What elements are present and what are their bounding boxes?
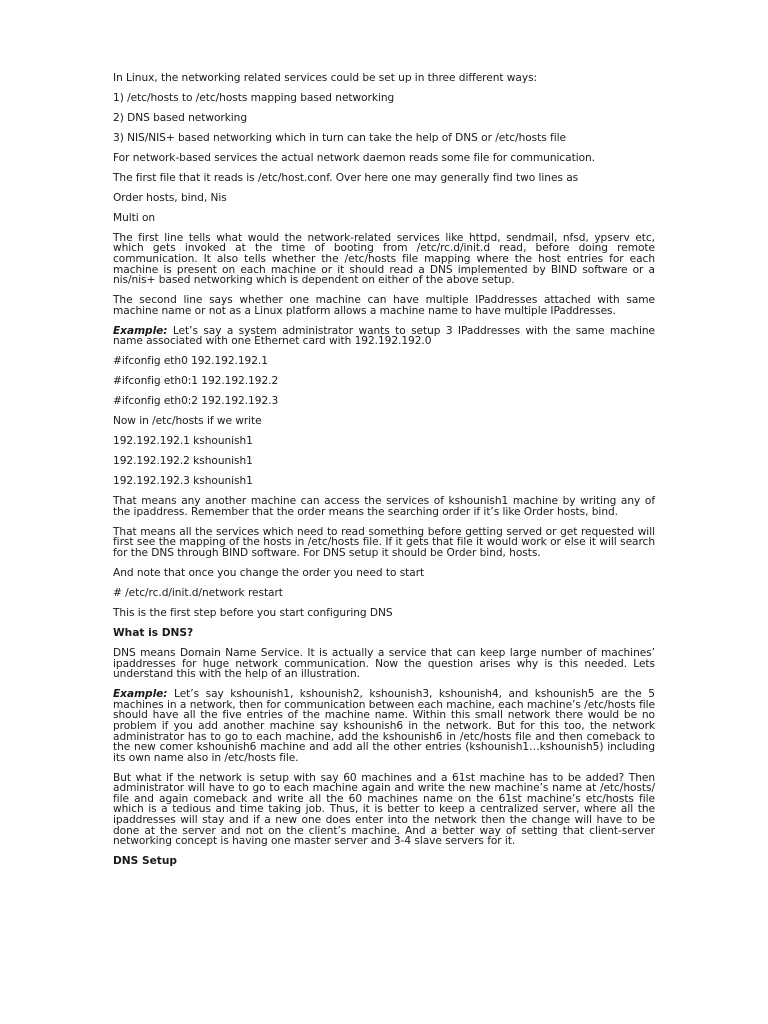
section-heading: What is DNS?	[113, 626, 194, 639]
document-page	[113, 73, 655, 876]
paragraph: Order hosts, bind, Nis	[113, 191, 227, 204]
code-line: # /etc/rc.d/init.d/network restart	[113, 587, 283, 600]
example-label: Example:	[113, 688, 168, 701]
paragraph: The first line tells what would the network-related services like httpd, sendmail, nfsd, ypserv etc, which gets invoked at the time of booting from /etc/rc.d/init.d read, before doing remote communication. It also tells whether the /etc/hosts file mapping where the host entries for each machine is present on each machine or it should read a DNS implemented by BIND software or a nis/nis+ based networking which is dependent on either of the above setup.	[113, 231, 655, 287]
paragraph: The first file that it reads is /etc/host.conf. Over here one may generally find two lines as	[113, 171, 579, 184]
example-text: Let’s say kshounish1, kshounish2, kshounish3, kshounish4, and kshounish5 are the 5 machines in a network, then for communication between each machine, each machine’s /etc/hosts file should have all the five entries of the machine name. Within this small network there would be no problem if you add another machine say kshounish6 in the network. But for this too, the network administrator has to go to each machine, add the kshounish6 in /etc/hosts file and then comeback to the new comer kshounish6 machine and add all the other entries (kshounish1…kshounish5) including its own name also in /etc/hosts file.	[113, 688, 655, 764]
paragraph: 1) /etc/hosts to /etc/hosts mapping based networking	[113, 91, 395, 104]
example-paragraph	[113, 326, 655, 347]
paragraph: This is the first step before you start configuring DNS	[113, 607, 393, 619]
code-line: 192.192.192.3 kshounish1	[113, 475, 253, 488]
paragraph: The second line says whether one machine can have multiple IPaddresses attached with same machine name or not as a Linux platform allows a machine name to have multiple IPaddresses.	[113, 294, 655, 317]
code-line: 192.192.192.2 kshounish1	[113, 455, 253, 468]
paragraph: And note that once you change the order you need to start	[113, 567, 425, 580]
code-line: #ifconfig eth0 192.192.192.1	[113, 355, 268, 368]
paragraph: For network-based services the actual network daemon reads some file for communication.	[113, 151, 596, 164]
code-line: #ifconfig eth0:1 192.192.192.2	[113, 375, 279, 388]
example-label: Example:	[113, 324, 168, 337]
paragraph: That means all the services which need to read something before getting served or get requested will first see the mapping of the hosts in /etc/hosts file. If it gets that file it would work or else it will search for the DNS through BIND software. For DNS setup it should be Order bind, hosts.	[113, 525, 655, 560]
paragraph: That means any another machine can access the services of kshounish1 machine by writing any of the ipaddress. Remember that the order means the searching order if it’s like Order hosts, bind.	[113, 495, 655, 518]
paragraph: Multi on	[113, 211, 156, 224]
example-paragraph	[113, 689, 655, 763]
paragraph: 3) NIS/NIS+ based networking which in turn can take the help of DNS or /etc/hosts file	[113, 131, 566, 144]
code-line: 192.192.192.1 kshounish1	[113, 435, 253, 448]
paragraph: But what if the network is setup with say 60 machines and a 61st machine has to be added? Then administrator will have to go to each machine again and write the new machine’s name at /etc/hosts/ file and again comeback and write all the 60 machines name on the 61st machine’s etc/hosts file which is a tedious and time taking job. Thus, it is better to keep a centralized server, where all the ipaddresses will stay and if a new one does enter into the network then the change will have to be done at the server and not on the client’s machine. And a better way of setting that client-server networking concept is having one master server and 3-4 slave servers for it.	[113, 771, 655, 848]
code-line: #ifconfig eth0:2 192.192.192.3	[113, 395, 279, 408]
example-text: Let’s say a system administrator wants to setup 3 IPaddresses with the same machine name associated with one Ethernet card with 192.192.192.0	[113, 324, 655, 348]
section-heading: DNS Setup	[113, 855, 177, 868]
paragraph: DNS means Domain Name Service. It is actually a service that can keep large number of machines’ ipaddresses for huge network communication. Now the question arises why is this needed. Lets understand this with the help of an illustration.	[113, 646, 655, 681]
paragraph: 2) DNS based networking	[113, 111, 248, 124]
paragraph: Now in /etc/hosts if we write	[113, 415, 262, 428]
paragraph: In Linux, the networking related services could be set up in three different ways:	[113, 72, 538, 84]
